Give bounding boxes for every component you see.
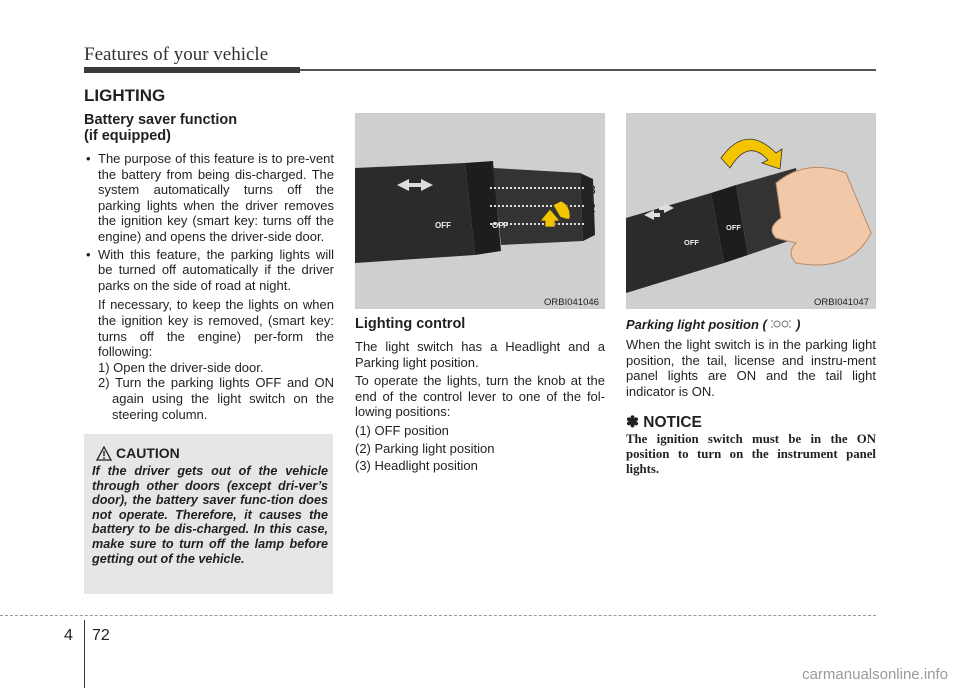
header-rule bbox=[300, 69, 876, 71]
hand-turning-knob-illustration bbox=[626, 113, 876, 309]
figure-parking-light-knob bbox=[626, 113, 876, 309]
battery-saver-bullet-1: • The purpose of this feature is to pre-vent the battery from being dis-charged. The system automatically turns off the parking lights when the driver removes the ignition key (smart key: turns off the engine) and opens the driver-side door. bbox=[84, 151, 334, 245]
position-item-1: (1) OFF position bbox=[355, 422, 449, 438]
footer-separator bbox=[84, 620, 85, 688]
lighting-control-heading: Lighting control bbox=[355, 316, 466, 332]
lighting-control-p1: The light switch has a Headlight and a Parking light position. bbox=[355, 339, 605, 370]
chapter-number: 4 bbox=[64, 627, 73, 644]
notice-text: The ignition switch must be in the ON position to turn on the instrument panel lights. bbox=[626, 432, 876, 477]
page-header-title: Features of your vehicle bbox=[84, 44, 269, 65]
position-number-1: 1 bbox=[589, 219, 596, 233]
off-label-3: OFF bbox=[684, 238, 699, 247]
off-label-4: OFF bbox=[726, 223, 741, 232]
caution-title: CAUTION bbox=[116, 445, 180, 461]
header-bar bbox=[84, 67, 300, 73]
watermark: carmanualsonline.info bbox=[802, 666, 948, 683]
off-label-1: OFF bbox=[435, 221, 451, 230]
parking-light-text: When the light switch is in the parking light position, the tail, license and instru-ment panel lights are ON and the tail light indicator is ON. bbox=[626, 337, 876, 399]
battery-saver-para: If necessary, to keep the lights on when the ignition key is removed, (smart key: turns off the engine) per-form the following: bbox=[98, 297, 334, 360]
footer-rule bbox=[0, 615, 876, 616]
figure-light-switch-positions bbox=[355, 113, 605, 309]
battery-saver-heading: Battery saver function (if equipped) bbox=[84, 112, 238, 144]
position-item-2: (2) Parking light position bbox=[355, 440, 495, 456]
battery-saver-section bbox=[84, 112, 334, 422]
position-item-3: (3) Headlight position bbox=[355, 458, 478, 474]
light-switch-lever-illustration bbox=[355, 113, 605, 309]
page-number: 72 bbox=[92, 627, 110, 644]
lighting-control-p2: To operate the lights, turn the knob at the end of the control lever to one of the fol-lowing positions: bbox=[355, 373, 605, 420]
position-number-3: 3 bbox=[589, 183, 596, 197]
position-number-2: 2 bbox=[589, 201, 596, 215]
battery-saver-bullet-2: • With this feature, the parking lights will be turned off automatically if the driver parks on the side of road at night. bbox=[84, 247, 334, 294]
notice-title: ✽ NOTICE bbox=[626, 414, 702, 431]
battery-saver-step-2: 2) Turn the parking lights OFF and ON again using the light switch on the steering column. bbox=[98, 375, 334, 422]
parking-light-section bbox=[626, 317, 876, 399]
figure-1-code: ORBI041046 bbox=[544, 297, 599, 308]
figure-2-code: ORBI041047 bbox=[814, 297, 869, 308]
parking-light-heading: Parking light position ( ) bbox=[626, 317, 801, 332]
warning-triangle-icon bbox=[96, 446, 112, 461]
caution-text: If the driver gets out of the vehicle through other doors (except dri-ver’s door), the battery saver func-tion does not operate. Therefore, it causes the battery to be dis-charged. In this case, make sure to turn off the lamp before getting out of the vehicle. bbox=[92, 464, 328, 566]
off-label-2: OFF bbox=[492, 221, 508, 230]
section-title: LIGHTING bbox=[84, 86, 166, 105]
lighting-control-section bbox=[355, 316, 605, 474]
parking-light-icon bbox=[770, 318, 792, 330]
battery-saver-step-1: 1) Open the driver-side door. bbox=[98, 359, 264, 375]
